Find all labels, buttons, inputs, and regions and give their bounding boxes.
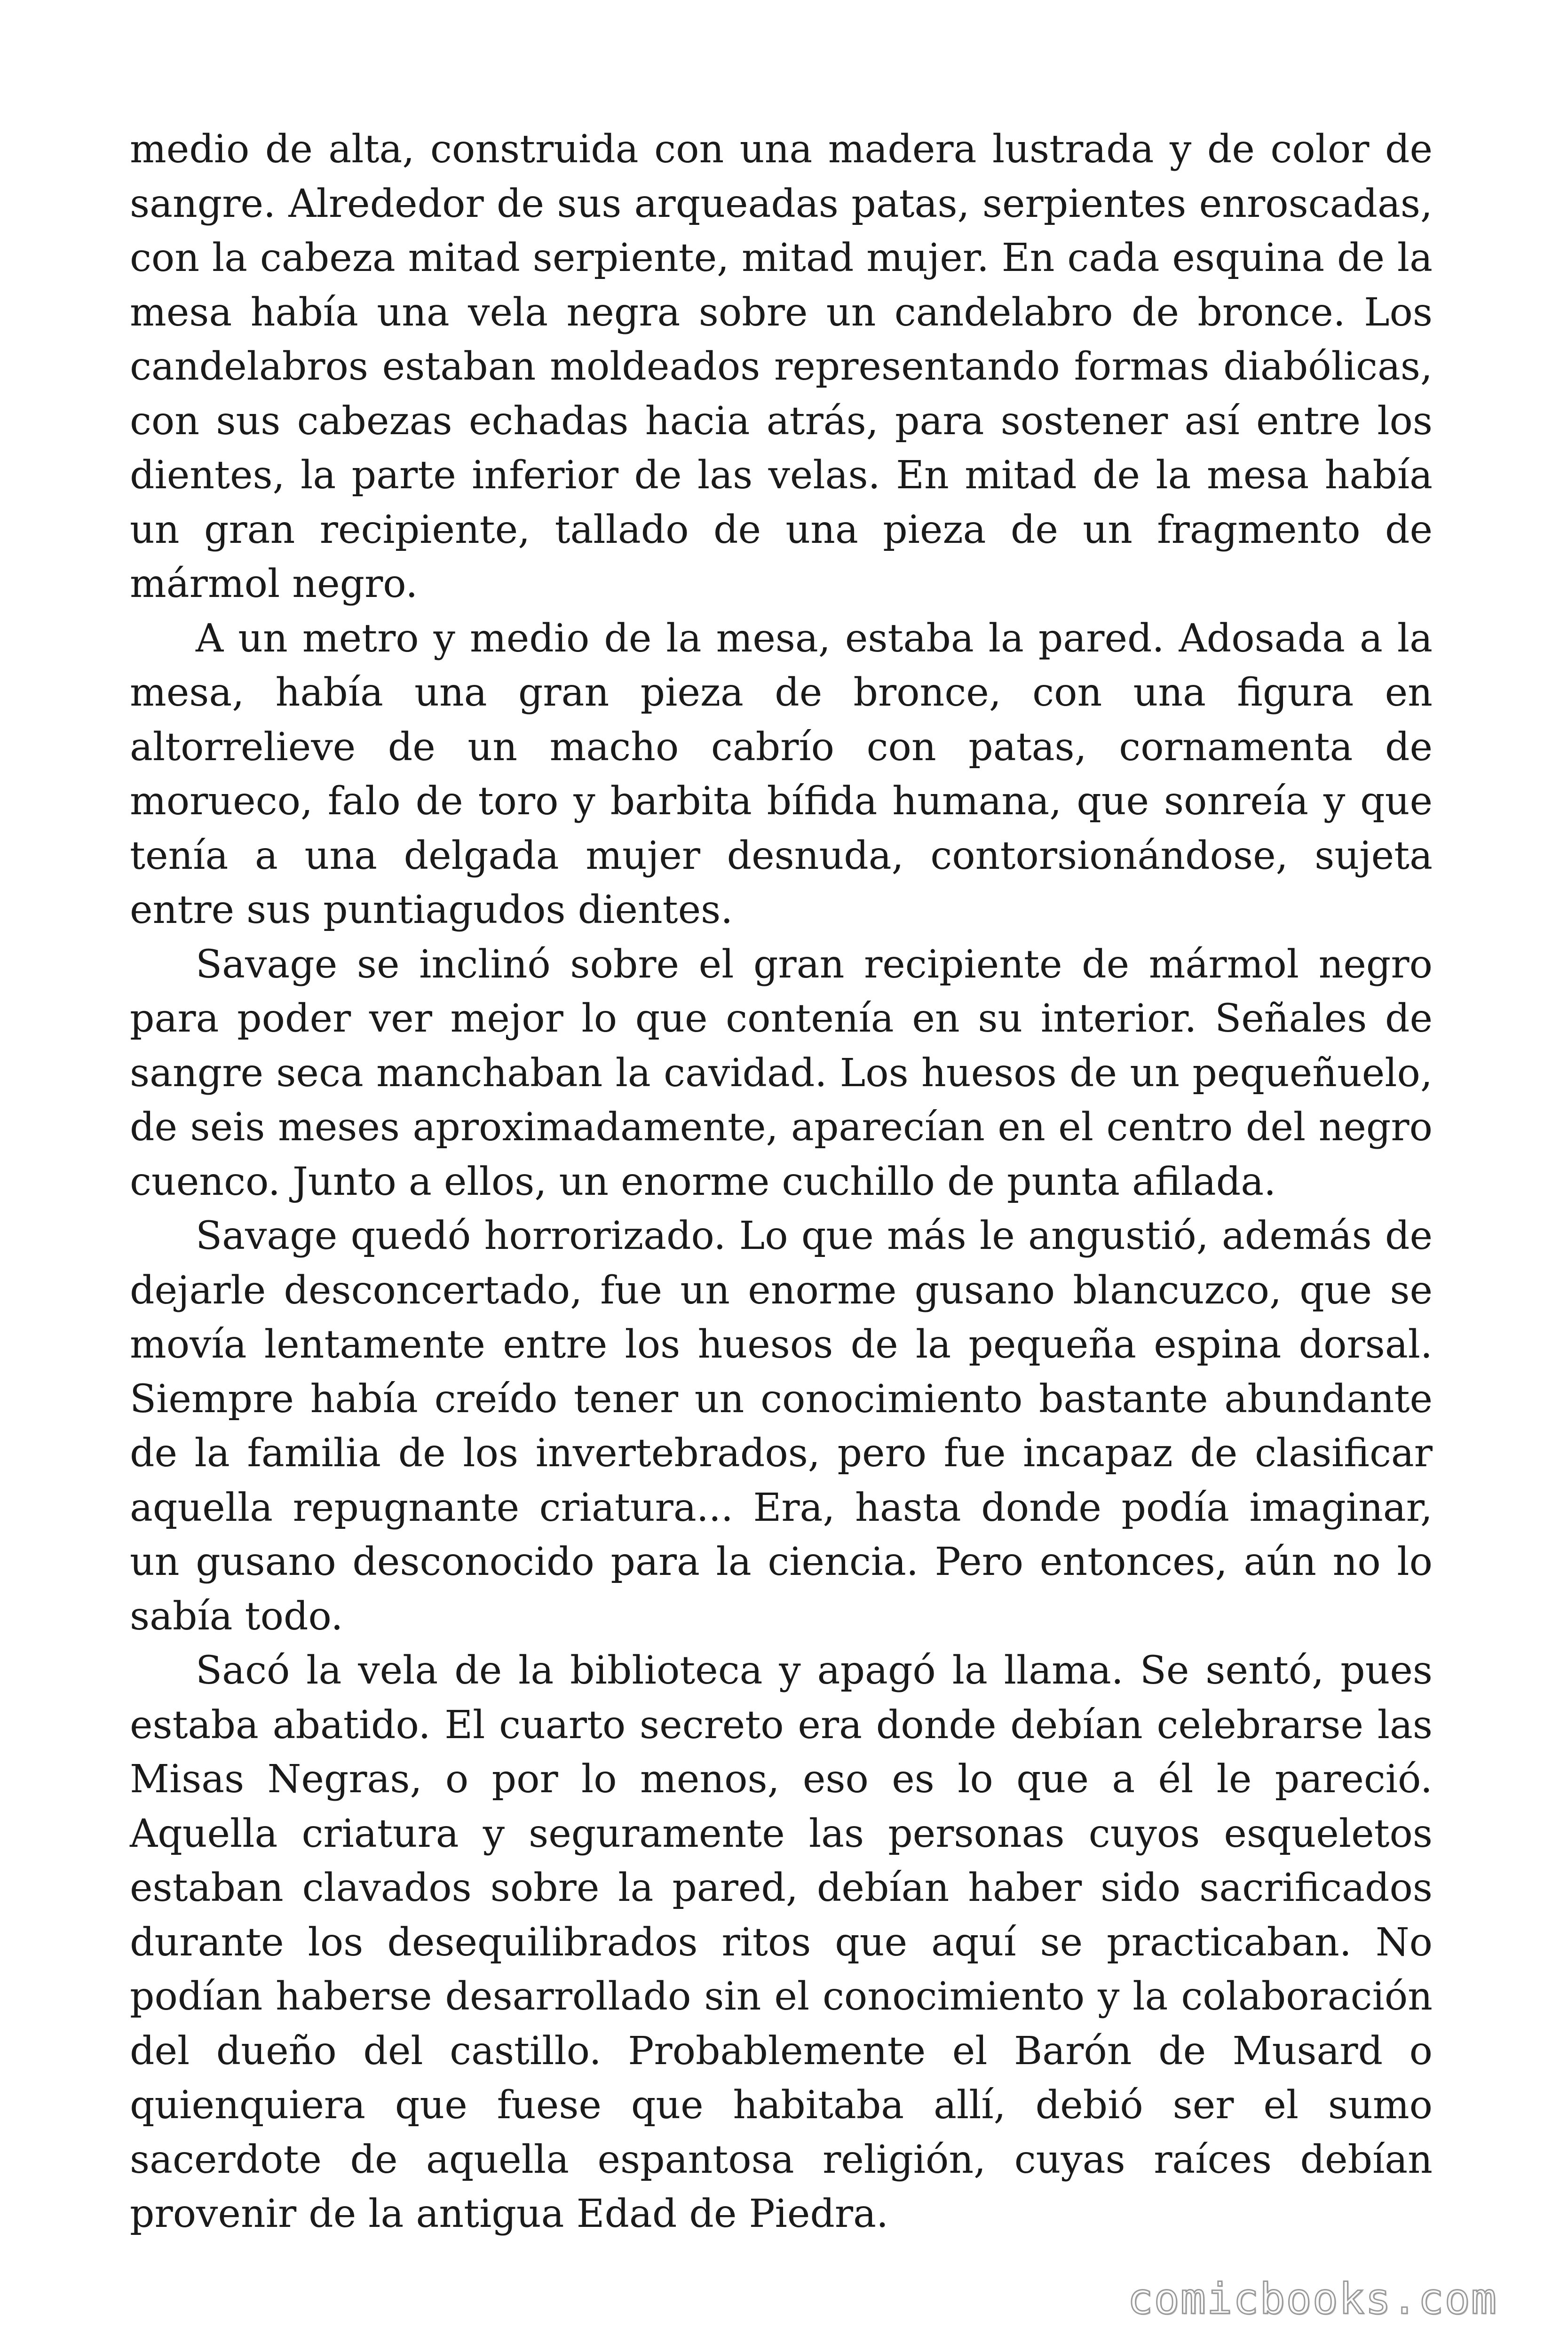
paragraph-5: Sacó la vela de la biblioteca y apagó la llama. Se sentó, pues estaba abatido. El cuarto secreto era donde debían celebrarse las Misas Negras, o por lo menos, eso es lo que a él le pareció. Aquella criatura y seguramente las personas cuyos esqueletos estaban clavados sobre la pared, debían haber sido sacrificados durante los desequilibrados ritos que aquí se practicaban. No podían haberse desarrollado sin el conocimiento y la colaboración del dueño del castillo. Probablemente el Barón de Musard o quienquiera que fuese que habitaba allí, debió ser el sumo sacerdote de aquella espantosa religión, cuyas raíces debían provenir de la antigua Edad de Piedra.	[130, 1648, 1433, 2236]
body-text	[130, 122, 1433, 2241]
paragraph-3: Savage se inclinó sobre el gran recipiente de mármol negro para poder ver mejor lo que contenía en su interior. Señales de sangre seca manchaban la cavidad. Los huesos de un pequeñuelo, de seis meses aproximadamente, aparecían en el centro del negro cuenco. Junto a ellos, un enorme cuchillo de punta afilada.	[130, 942, 1433, 1204]
paragraph-2: A un metro y medio de la mesa, estaba la pared. Adosada a la mesa, había una gran pieza de bronce, con una figura en altorrelieve de un macho cabrío con patas, cornamenta de morueco, falo de toro y barbita bífida humana, que sonreía y que tenía a una delgada mujer desnuda, contorsionándose, sujeta entre sus puntiagudos dientes.	[130, 616, 1433, 932]
paragraph-1: medio de alta, construida con una madera lustrada y de color de sangre. Alrededor de sus arqueadas patas, serpientes enroscadas, con la cabeza mitad serpiente, mitad mujer. En cada esquina de la mesa había una vela negra sobre un candelabro de bronce. Los candelabros estaban moldeados representando formas diabólicas, con sus cabezas echadas hacia atrás, para sostener así entre los dientes, la parte inferior de las velas. En mitad de la mesa había un gran recipiente, tallado de una pieza de un fragmento de mármol negro.	[130, 127, 1433, 606]
paragraph-4: Savage quedó horrorizado. Lo que más le angustió, además de dejarle desconcertado, fue un enorme gusano blancuzco, que se movía lentamente entre los huesos de la pequeña espina dorsal. Siempre había creído tener un conocimiento bastante abundante de la familia de los invertebrados, pero fue incapaz de clasificar aquella repugnante criatura... Era, hasta donde podía imaginar, un gusano desconocido para la ciencia. Pero entonces, aún no lo sabía todo.	[130, 1214, 1433, 1639]
watermark-logo: comicbooks.com	[1127, 2274, 1497, 2324]
